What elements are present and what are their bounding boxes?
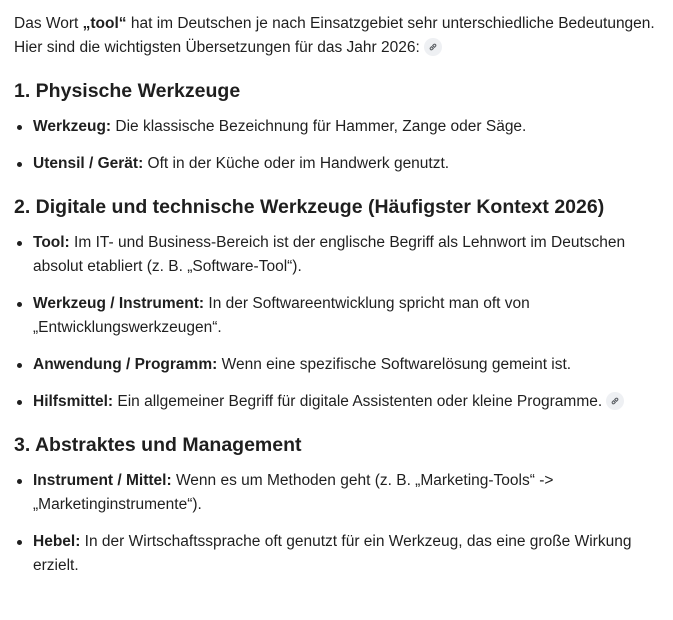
item-text: Ein allgemeiner Begriff für digitale Assistenten oder kleine Programme. [113,393,603,410]
item-text: In der Wirtschaftssprache oft genutzt für ein Werkzeug, das eine große Wirkung erzielt. [33,533,632,574]
item-term: Hilfsmittel: [33,393,114,410]
list-item [14,390,659,414]
item-text: In der Softwareentwicklung spricht man oft von „Entwicklungswerkzeugen“. [33,295,530,336]
item-term: Werkzeug: [33,118,112,135]
list-item [14,353,659,377]
list-item [14,115,659,139]
item-term: Instrument / Mittel: [33,472,172,489]
item-text: Wenn eine spezifische Softwarelösung gemeint ist. [217,356,572,373]
item-text: Die klassische Bezeichnung für Hammer, Zange oder Säge. [111,118,527,135]
list-item [14,152,659,176]
bullet-dot [17,302,22,307]
bullet-dot [17,363,22,368]
bullet-dot [17,540,22,545]
item-term: Tool: [33,234,70,251]
item-term: Hebel: [33,533,81,550]
list-item [14,292,659,340]
bullet-dot [17,241,22,246]
section-heading-digital-tools: 2. Digitale und technische Werkzeuge (Häufigster Kontext 2026) [14,196,605,218]
link-icon [428,42,438,52]
section-list-physical-tools [14,115,659,176]
section-heading-abstract-management: 3. Abstraktes und Management [14,434,302,456]
bullet-dot [17,162,22,167]
intro-keyword: „tool“ [82,15,127,32]
section-heading-physical-tools: 1. Physische Werkzeuge [14,80,241,102]
list-item [14,530,659,578]
bullet-dot [17,479,22,484]
item-term: Anwendung / Programm: [33,356,218,373]
list-item [14,231,659,279]
source-link-icon[interactable] [606,392,624,410]
intro-paragraph [14,12,659,60]
intro-suffix: hat im Deutschen je nach Einsatzgebiet sehr unterschiedliche Bedeutungen. Hier sind die wichtigsten Übersetzungen für das Jahr 2026: [14,15,655,56]
item-text: Im IT- und Business-Bereich ist der englische Begriff als Lehnwort im Deutschen absolut etabliert (z. B. „Software-Tool“). [33,234,626,275]
item-text: Wenn es um Methoden geht (z. B. „Marketing-Tools“ -> „Marketinginstrumente“). [33,472,554,513]
item-term: Werkzeug / Instrument: [33,295,205,312]
section-list-abstract-management [14,469,659,578]
link-icon [610,396,620,406]
item-text: Oft in der Küche oder im Handwerk genutzt. [143,155,450,172]
section-list-digital-tools [14,231,659,414]
bullet-dot [17,400,22,405]
bullet-dot [17,125,22,130]
source-link-icon[interactable] [424,38,442,56]
item-term: Utensil / Gerät: [33,155,144,172]
list-item [14,469,659,517]
intro-prefix: Das Wort [14,15,83,32]
